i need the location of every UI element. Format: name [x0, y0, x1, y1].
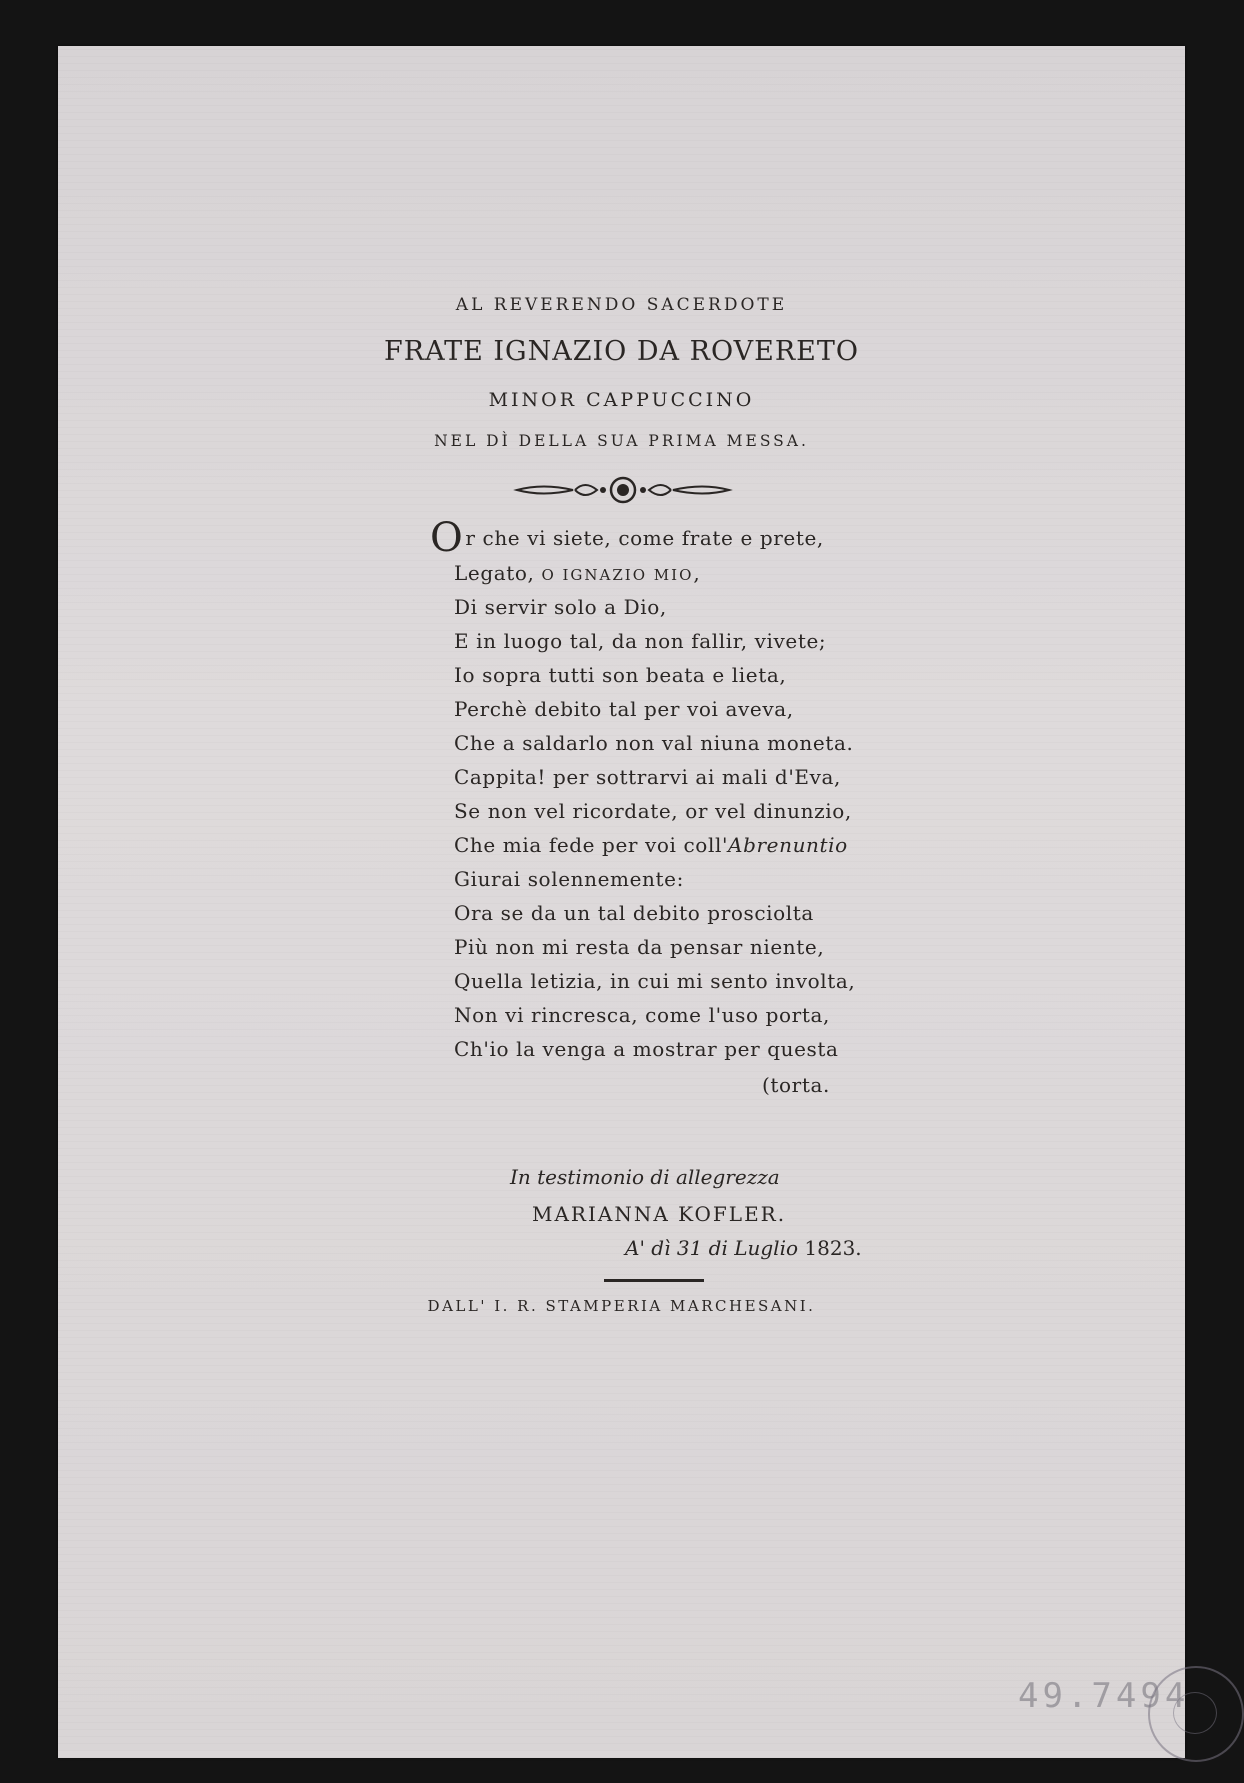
- poem-line: Più non mi resta da pensar niente,: [454, 935, 825, 959]
- author-name: MARIANNA KOFLER.: [532, 1202, 787, 1226]
- poem-line: Di servir solo a Dio,: [454, 595, 667, 619]
- poem-line: Se non vel ricordate, or vel dinunzio,: [454, 799, 852, 823]
- poem-line: Che mia fede per voi coll'Abrenuntio: [454, 833, 848, 857]
- poem-line: Perchè debito tal per voi aveva,: [454, 697, 794, 721]
- poem-line: Quella letizia, in cui mi sento involta,: [454, 969, 856, 993]
- pencil-inventory-number: 49.7494: [1018, 1676, 1190, 1716]
- poem-line: Or che vi siete, come frate e prete,: [430, 515, 824, 561]
- poem-line: Ch'io la venga a mostrar per questa: [454, 1037, 839, 1061]
- ornament-divider-icon: [513, 473, 733, 507]
- library-stamp-inner-icon: [1173, 1692, 1217, 1734]
- testimony-line: In testimonio di allegrezza: [510, 1165, 780, 1189]
- occasion-line: NEL DÌ DELLA SUA PRIMA MESSA.: [434, 432, 809, 450]
- drop-cap: O: [430, 515, 464, 561]
- date-line: A' dì 31 di Luglio 1823.: [625, 1236, 862, 1260]
- recipient-name: FRATE IGNAZIO DA ROVERETO: [384, 336, 859, 367]
- printer-imprint: DALL' I. R. STAMPERIA MARCHESANI.: [427, 1297, 816, 1315]
- paper-sheet: [58, 46, 1190, 1758]
- poem-line: Io sopra tutti son beata e lieta,: [454, 663, 787, 687]
- poem-line: Cappita! per sottrarvi ai mali d'Eva,: [454, 765, 842, 789]
- dedication-line: AL REVERENDO SACERDOTE: [455, 295, 788, 315]
- italic-word: Abrenuntio: [728, 833, 848, 857]
- poem-line: Giurai solennemente:: [454, 867, 684, 891]
- religious-order: MINOR CAPPUCCINO: [488, 389, 755, 411]
- poem-line: Ora se da un tal debito prosciolta: [454, 901, 814, 925]
- poem-line: Che a saldarlo non val niuna moneta.: [454, 731, 854, 755]
- poem-line: Legato, O IGNAZIO MIO,: [454, 561, 701, 585]
- divider-rule: [604, 1279, 704, 1282]
- poem-line-turnover: (torta.: [762, 1073, 830, 1097]
- poem-line: Non vi rincresca, come l'uso porta,: [454, 1003, 830, 1027]
- poem-line: E in luogo tal, da non fallir, vivete;: [454, 629, 827, 653]
